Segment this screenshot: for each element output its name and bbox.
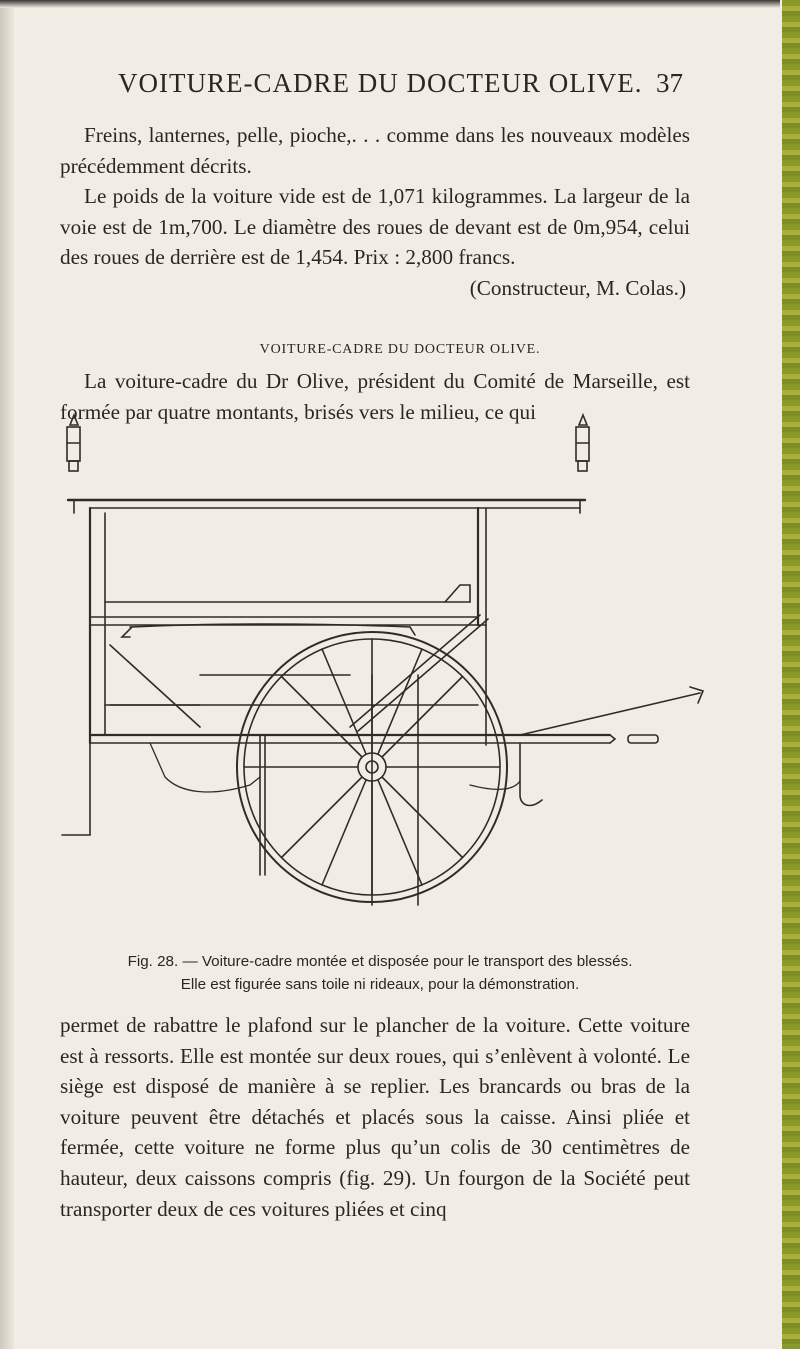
binding-strip (782, 0, 800, 1349)
paragraph-intro: La voiture-cadre du Dr Olive, président du Comité de Marseille, est formée par quatre montants, brisés vers le milieu, ce qui (60, 369, 690, 424)
constructor-note: (Constructeur, M. Colas.) (469, 275, 686, 300)
section-heading: VOITURE-CADRE DU DOCTEUR OLIVE. (259, 342, 541, 357)
bottom-text (60, 1010, 690, 1224)
shafts (110, 615, 703, 735)
page-top-shadow (0, 0, 780, 8)
running-head (0, 62, 800, 102)
figure-28 (50, 405, 750, 940)
page-number: 37 (656, 68, 683, 98)
page-edge (0, 0, 14, 1349)
paragraph-weight: Le poids de la voiture vide est de 1,071 kilogrammes. La largeur de la voie est de 1m,700. Le diamètre des roues de devant est de 0m,954, celui des roues de derrière est de 1,454. Prix : 2,800 francs. (60, 184, 690, 270)
paragraph-continuation: permet de rabattre le plafond sur le plancher de la voiture. Cette voiture est à ressorts. Elle est montée sur deux roues, qui s’enlèvent à volonté. Le siège est disposé de manière à se replier. Les brancards ou bras de la voiture peuvent être détachés et placés sous la caisse. Ainsi pliée et fermée, cette voiture ne forme plus qu’un colis de 30 centimètres de hauteur, deux caissons compris (fig. 29). Un fourgon de la Société peut transporter deux de ces voitures pliées et cinq (60, 1013, 690, 1221)
left-lantern-icon (67, 415, 80, 471)
running-title: VOITURE-CADRE DU DOCTEUR OLIVE. (118, 68, 643, 98)
caption-line-2: Elle est figurée sans toile ni rideaux, pour la démonstration. (180, 976, 580, 993)
caption-line-1: Fig. 28. — Voiture-cadre montée et disposée pour le transport des blessés. (127, 953, 633, 970)
roof-frame (68, 500, 585, 513)
top-text (60, 120, 690, 304)
paragraph-equipment: Freins, lanternes, pelle, pioche,. . . comme dans les nouveaux modèles précédemment décrits. (60, 123, 690, 178)
figure-caption (60, 950, 700, 996)
right-lantern-icon (576, 415, 589, 471)
cart-box (62, 705, 658, 835)
seat (105, 585, 470, 637)
cart-illustration (50, 405, 750, 940)
